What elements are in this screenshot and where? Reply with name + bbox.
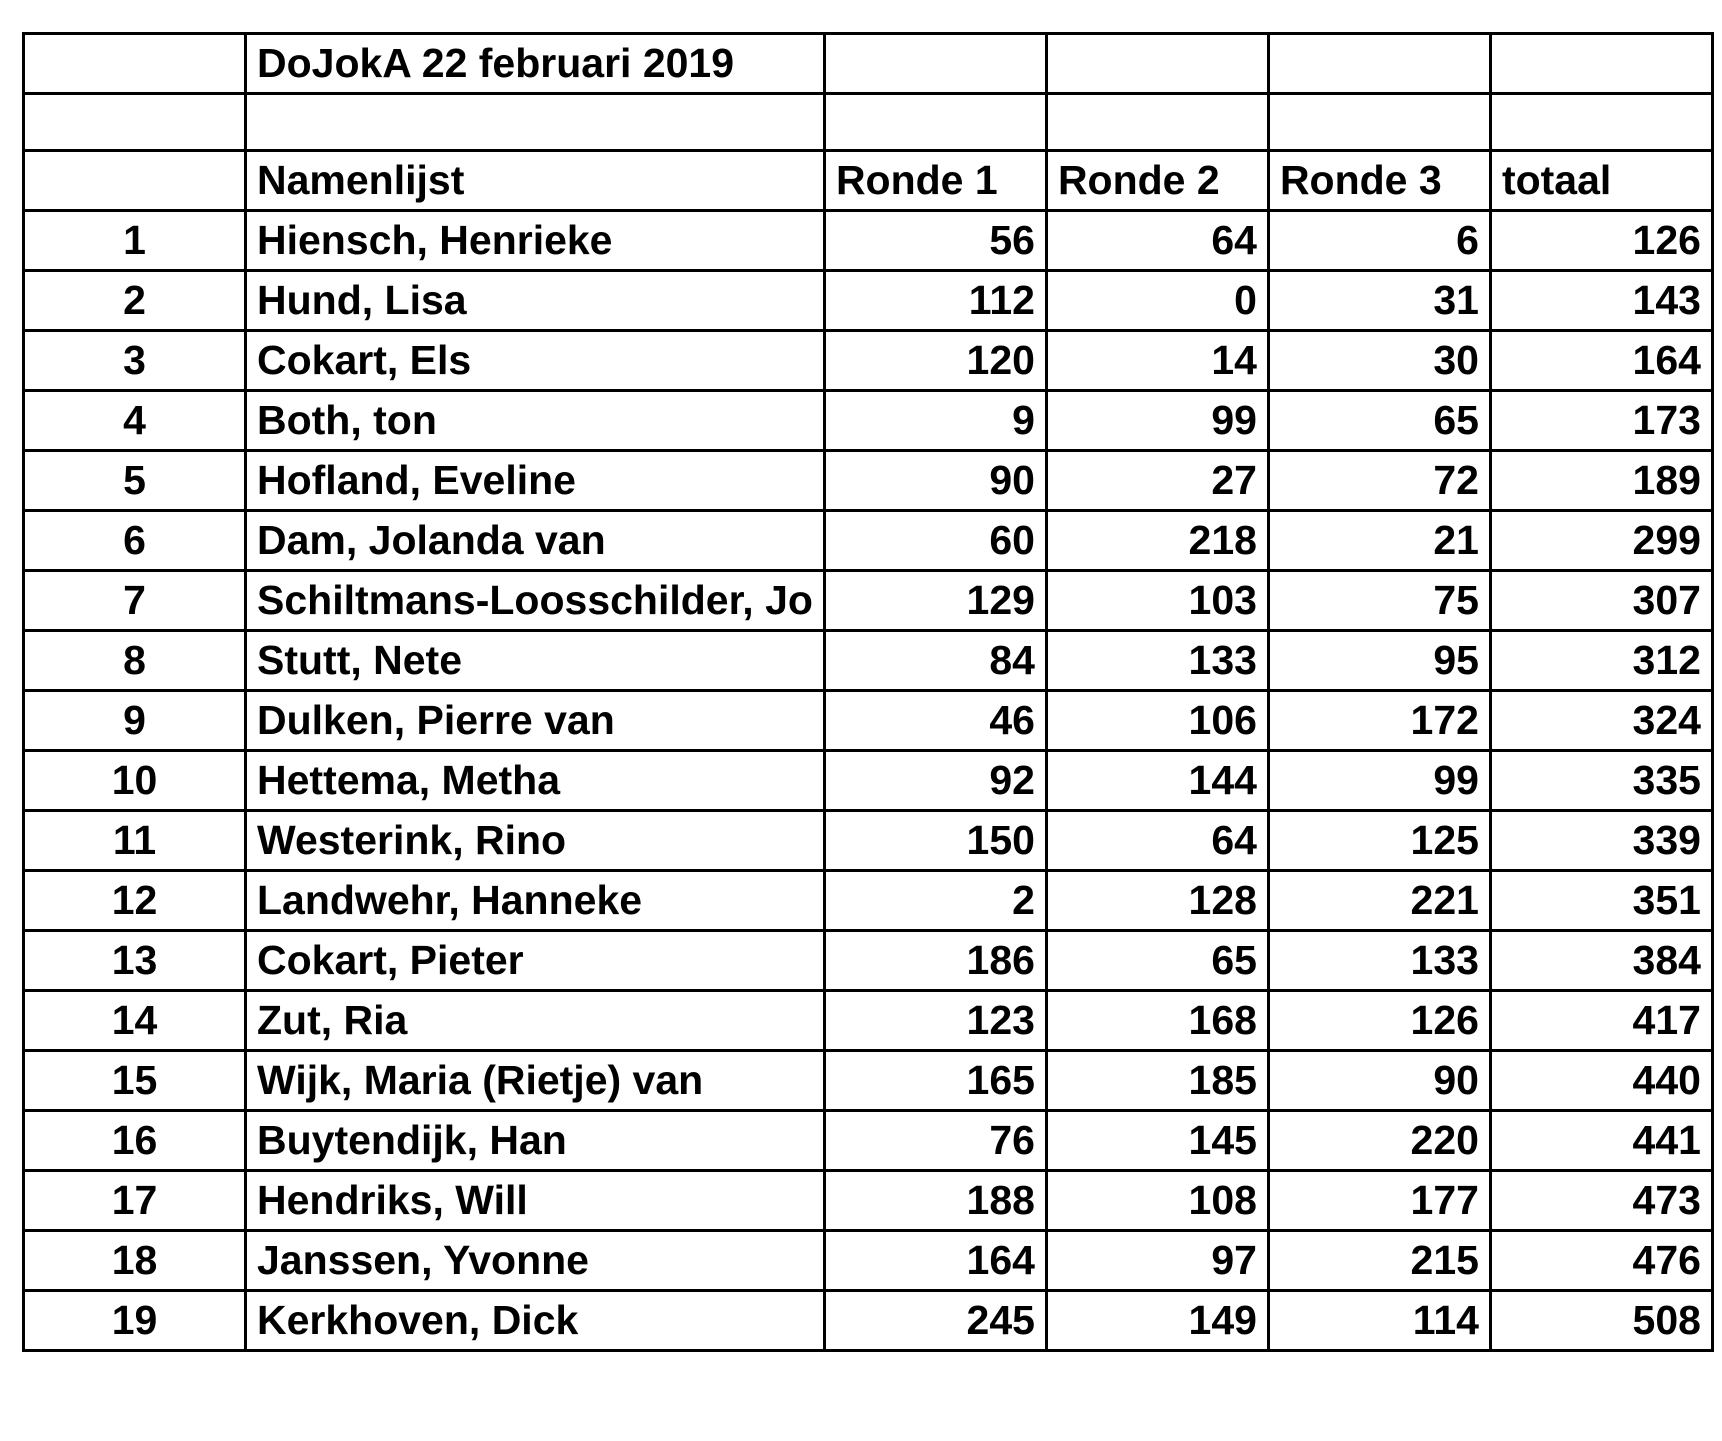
table-row (24, 271, 1713, 331)
ronde-2-cell: 168 (1046, 991, 1268, 1051)
name-cell: Dam, Jolanda van (246, 511, 825, 571)
rank-cell: 16 (24, 1111, 246, 1171)
ronde-1-cell: 92 (824, 751, 1046, 811)
ronde-1-cell: 165 (824, 1051, 1046, 1111)
table-row (24, 691, 1713, 751)
rank-cell: 15 (24, 1051, 246, 1111)
totaal-cell: 384 (1490, 931, 1712, 991)
ronde-1-cell: 188 (824, 1171, 1046, 1231)
totaal-cell: 299 (1490, 511, 1712, 571)
ronde-1-cell: 245 (824, 1291, 1046, 1351)
header-ronde-2: Ronde 2 (1046, 151, 1268, 211)
table-row (24, 871, 1713, 931)
cell-empty (824, 94, 1046, 151)
ronde-2-cell: 145 (1046, 1111, 1268, 1171)
spacer-row (24, 94, 1713, 151)
table-row (24, 1231, 1713, 1291)
ronde-1-cell: 76 (824, 1111, 1046, 1171)
ronde-2-cell: 218 (1046, 511, 1268, 571)
cell-empty (824, 34, 1046, 94)
ronde-3-cell: 95 (1268, 631, 1490, 691)
cell-empty (1490, 34, 1712, 94)
name-cell: Stutt, Nete (246, 631, 825, 691)
title-row (24, 34, 1713, 94)
cell-empty (246, 94, 825, 151)
ronde-2-cell: 97 (1046, 1231, 1268, 1291)
ronde-1-cell: 164 (824, 1231, 1046, 1291)
ronde-1-cell: 46 (824, 691, 1046, 751)
name-cell: Cokart, Pieter (246, 931, 825, 991)
rank-cell: 13 (24, 931, 246, 991)
ronde-1-cell: 2 (824, 871, 1046, 931)
ronde-2-cell: 149 (1046, 1291, 1268, 1351)
ronde-3-cell: 65 (1268, 391, 1490, 451)
ronde-2-cell: 65 (1046, 931, 1268, 991)
name-cell: Cokart, Els (246, 331, 825, 391)
ronde-3-cell: 177 (1268, 1171, 1490, 1231)
table-row (24, 331, 1713, 391)
ronde-3-cell: 75 (1268, 571, 1490, 631)
header-name: Namenlijst (246, 151, 825, 211)
table-row (24, 451, 1713, 511)
table-row (24, 811, 1713, 871)
score-table-body (24, 34, 1713, 1351)
table-row (24, 571, 1713, 631)
name-cell: Kerkhoven, Dick (246, 1291, 825, 1351)
totaal-cell: 126 (1490, 211, 1712, 271)
ronde-2-cell: 144 (1046, 751, 1268, 811)
ronde-3-cell: 114 (1268, 1291, 1490, 1351)
cell-empty (1046, 94, 1268, 151)
ronde-1-cell: 56 (824, 211, 1046, 271)
ronde-1-cell: 84 (824, 631, 1046, 691)
totaal-cell: 164 (1490, 331, 1712, 391)
cell-empty (1268, 34, 1490, 94)
rank-cell: 6 (24, 511, 246, 571)
rank-cell: 2 (24, 271, 246, 331)
totaal-cell: 476 (1490, 1231, 1712, 1291)
ronde-2-cell: 64 (1046, 811, 1268, 871)
totaal-cell: 339 (1490, 811, 1712, 871)
ronde-3-cell: 6 (1268, 211, 1490, 271)
totaal-cell: 351 (1490, 871, 1712, 931)
totaal-cell: 189 (1490, 451, 1712, 511)
name-cell: Wijk, Maria (Rietje) van (246, 1051, 825, 1111)
ronde-1-cell: 186 (824, 931, 1046, 991)
table-row (24, 1171, 1713, 1231)
rank-cell: 17 (24, 1171, 246, 1231)
ronde-1-cell: 120 (824, 331, 1046, 391)
table-row (24, 751, 1713, 811)
table-row (24, 511, 1713, 571)
totaal-cell: 312 (1490, 631, 1712, 691)
name-cell: Both, ton (246, 391, 825, 451)
cell-empty (1490, 94, 1712, 151)
ronde-3-cell: 133 (1268, 931, 1490, 991)
name-cell: Dulken, Pierre van (246, 691, 825, 751)
rank-cell: 18 (24, 1231, 246, 1291)
totaal-cell: 307 (1490, 571, 1712, 631)
ronde-1-cell: 150 (824, 811, 1046, 871)
ronde-3-cell: 126 (1268, 991, 1490, 1051)
name-cell: Janssen, Yvonne (246, 1231, 825, 1291)
totaal-cell: 324 (1490, 691, 1712, 751)
table-row (24, 991, 1713, 1051)
rank-cell: 8 (24, 631, 246, 691)
table-row (24, 931, 1713, 991)
ronde-3-cell: 31 (1268, 271, 1490, 331)
ronde-2-cell: 185 (1046, 1051, 1268, 1111)
ronde-2-cell: 14 (1046, 331, 1268, 391)
ronde-1-cell: 129 (824, 571, 1046, 631)
totaal-cell: 417 (1490, 991, 1712, 1051)
ronde-3-cell: 21 (1268, 511, 1490, 571)
header-ronde-1: Ronde 1 (824, 151, 1046, 211)
header-totaal: totaal (1490, 151, 1712, 211)
totaal-cell: 143 (1490, 271, 1712, 331)
ronde-3-cell: 172 (1268, 691, 1490, 751)
totaal-cell: 335 (1490, 751, 1712, 811)
ronde-2-cell: 103 (1046, 571, 1268, 631)
ronde-1-cell: 90 (824, 451, 1046, 511)
ronde-3-cell: 221 (1268, 871, 1490, 931)
ronde-2-cell: 99 (1046, 391, 1268, 451)
ronde-2-cell: 133 (1046, 631, 1268, 691)
sheet-title: DoJokA 22 februari 2019 (246, 34, 825, 94)
header-ronde-3: Ronde 3 (1268, 151, 1490, 211)
name-cell: Hofland, Eveline (246, 451, 825, 511)
cell-empty (24, 94, 246, 151)
table-row (24, 1111, 1713, 1171)
name-cell: Hendriks, Will (246, 1171, 825, 1231)
totaal-cell: 473 (1490, 1171, 1712, 1231)
ronde-3-cell: 99 (1268, 751, 1490, 811)
table-row (24, 1051, 1713, 1111)
ronde-3-cell: 215 (1268, 1231, 1490, 1291)
rank-cell: 3 (24, 331, 246, 391)
totaal-cell: 173 (1490, 391, 1712, 451)
ronde-3-cell: 220 (1268, 1111, 1490, 1171)
rank-cell: 12 (24, 871, 246, 931)
ronde-3-cell: 125 (1268, 811, 1490, 871)
score-table (22, 32, 1714, 1352)
name-cell: Landwehr, Hanneke (246, 871, 825, 931)
name-cell: Hettema, Metha (246, 751, 825, 811)
totaal-cell: 441 (1490, 1111, 1712, 1171)
rank-cell: 7 (24, 571, 246, 631)
table-row (24, 631, 1713, 691)
table-row (24, 1291, 1713, 1351)
ronde-2-cell: 128 (1046, 871, 1268, 931)
rank-cell: 19 (24, 1291, 246, 1351)
ronde-3-cell: 72 (1268, 451, 1490, 511)
ronde-2-cell: 106 (1046, 691, 1268, 751)
totaal-cell: 508 (1490, 1291, 1712, 1351)
header-row (24, 151, 1713, 211)
rank-cell: 10 (24, 751, 246, 811)
cell-empty (24, 151, 246, 211)
ronde-2-cell: 0 (1046, 271, 1268, 331)
ronde-3-cell: 90 (1268, 1051, 1490, 1111)
ronde-2-cell: 64 (1046, 211, 1268, 271)
name-cell: Schiltmans-Loosschilder, Jo (246, 571, 825, 631)
rank-cell: 1 (24, 211, 246, 271)
name-cell: Hund, Lisa (246, 271, 825, 331)
table-row (24, 211, 1713, 271)
rank-cell: 14 (24, 991, 246, 1051)
name-cell: Westerink, Rino (246, 811, 825, 871)
name-cell: Zut, Ria (246, 991, 825, 1051)
totaal-cell: 440 (1490, 1051, 1712, 1111)
rank-cell: 11 (24, 811, 246, 871)
ronde-1-cell: 9 (824, 391, 1046, 451)
table-row (24, 391, 1713, 451)
cell-empty (1268, 94, 1490, 151)
name-cell: Buytendijk, Han (246, 1111, 825, 1171)
rank-cell: 9 (24, 691, 246, 751)
rank-cell: 4 (24, 391, 246, 451)
ronde-1-cell: 123 (824, 991, 1046, 1051)
ronde-1-cell: 60 (824, 511, 1046, 571)
cell-empty (1046, 34, 1268, 94)
rank-cell: 5 (24, 451, 246, 511)
cell-empty (24, 34, 246, 94)
ronde-3-cell: 30 (1268, 331, 1490, 391)
ronde-2-cell: 108 (1046, 1171, 1268, 1231)
name-cell: Hiensch, Henrieke (246, 211, 825, 271)
ronde-1-cell: 112 (824, 271, 1046, 331)
ronde-2-cell: 27 (1046, 451, 1268, 511)
